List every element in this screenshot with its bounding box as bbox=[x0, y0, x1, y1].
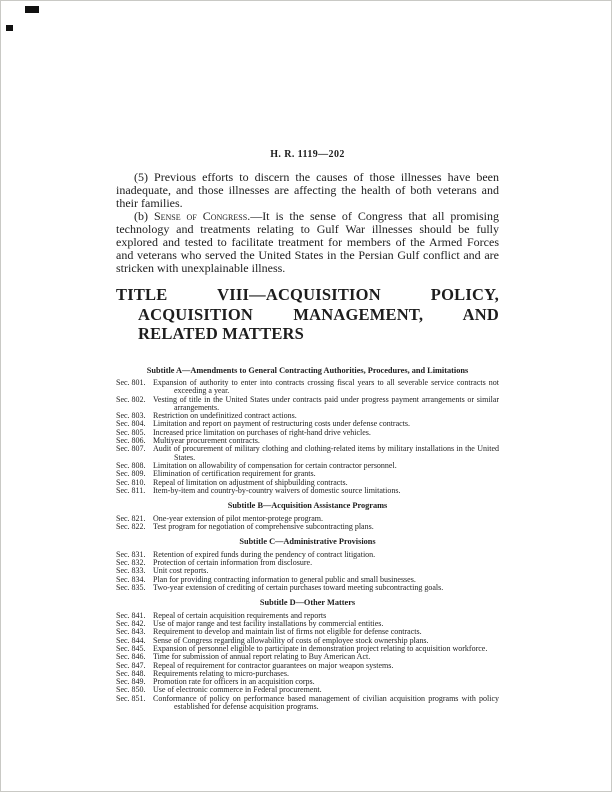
paragraph-5: (5) Previous efforts to discern the causes of those illnesses have been inadequate, and those illnesses are affecting the health of both veterans and their families. bbox=[116, 170, 499, 210]
subtitle-heading: Subtitle A—Amendments to General Contracting Authorities, Procedures, and Limitations bbox=[146, 365, 469, 375]
section-number: Sec. 851. bbox=[116, 693, 146, 703]
section-text: Requirements relating to micro-purchases. bbox=[153, 668, 289, 678]
section-text: Use of major range and test facility installations by commercial entities. bbox=[153, 619, 384, 629]
section-text: Promotion rate for officers in an acquisition corps. bbox=[153, 677, 315, 687]
toc-entry bbox=[116, 584, 499, 592]
paragraph-b bbox=[116, 210, 499, 275]
table-of-contents bbox=[116, 366, 499, 712]
section-number: Sec. 801. bbox=[116, 378, 146, 387]
section-text: Sense of Congress regarding allowability of costs of employee stock ownership plans. bbox=[153, 635, 429, 645]
section-text: Unit cost reports. bbox=[153, 566, 209, 576]
section-number: Sec. 810. bbox=[116, 477, 146, 487]
section-text: Time for submission of annual report relating to Buy American Act. bbox=[153, 652, 371, 662]
section-text: Increased price limitation on purchases of right-hand drive vehicles. bbox=[153, 427, 371, 437]
page-header: H. R. 1119—202 bbox=[270, 149, 345, 160]
section-text: Item-by-item and country-by-country waivers of domestic source limitations. bbox=[153, 485, 401, 495]
section-text: Plan for providing contracting information to general public and small businesses. bbox=[153, 574, 416, 584]
section-number: Sec. 831. bbox=[116, 549, 146, 559]
section-number: Sec. 802. bbox=[116, 394, 146, 404]
section-number: Sec. 845. bbox=[116, 643, 146, 653]
registration-mark bbox=[6, 25, 13, 31]
toc-entry bbox=[116, 523, 499, 531]
section-number: Sec. 832. bbox=[116, 558, 146, 568]
toc-entry bbox=[116, 445, 499, 462]
section-number: Sec. 822. bbox=[116, 521, 146, 531]
section-text: Retention of expired funds during the pendency of contract litigation. bbox=[153, 549, 376, 559]
section-number: Sec. 844. bbox=[116, 635, 146, 645]
section-number: Sec. 843. bbox=[116, 627, 146, 637]
section-number: Sec. 805. bbox=[116, 427, 146, 437]
section-text: Restriction on undefinitized contract actions. bbox=[153, 411, 297, 421]
section-number: Sec. 841. bbox=[116, 610, 146, 620]
section-text: Limitation on allowability of compensation for certain contractor personnel. bbox=[153, 460, 397, 470]
section-text: Repeal of requirement for contractor guarantees on major weapon systems. bbox=[153, 660, 394, 670]
section-number: Sec. 811. bbox=[116, 485, 146, 495]
section-text: One-year extension of pilot mentor-protege program. bbox=[153, 513, 324, 523]
section-text: Use of electronic commerce in Federal procurement. bbox=[153, 685, 322, 695]
section-text: Conformance of policy on performance based management of civilian acquisition programs with policy established for defense acquisition programs. bbox=[153, 693, 499, 711]
section-text: Expansion of authority to enter into contracts crossing fiscal years to all severable service contracts not exceeding a year. bbox=[153, 378, 499, 396]
section-number: Sec. 807. bbox=[116, 444, 146, 454]
section-text: Vesting of title in the United States under contracts paid under progress payment arrangements or similar arrangements. bbox=[153, 394, 499, 412]
section-number: Sec. 808. bbox=[116, 460, 146, 470]
toc-entry bbox=[116, 487, 499, 495]
section-text: Limitation and report on payment of restructuring costs under defense contracts. bbox=[153, 419, 411, 429]
section-number: Sec. 846. bbox=[116, 652, 146, 662]
section-text: Expansion of personnel eligible to participate in demonstration project relating to acquisition workforce. bbox=[153, 643, 488, 653]
section-number: Sec. 849. bbox=[116, 677, 146, 687]
section-text: Test program for negotiation of comprehensive subcontracting plans. bbox=[153, 521, 374, 531]
section-text: Multiyear procurement contracts. bbox=[153, 436, 260, 446]
section-number: Sec. 809. bbox=[116, 469, 146, 479]
section-number: Sec. 847. bbox=[116, 660, 146, 670]
section-text: Repeal of limitation on adjustment of shipbuilding contracts. bbox=[153, 477, 348, 487]
section-number: Sec. 833. bbox=[116, 566, 146, 576]
title-viii-heading: TITLE VIII—ACQUISITION POLICY, ACQUISITION MANAGEMENT, AND RELATED MATTERS bbox=[116, 285, 499, 343]
subtitle-heading: Subtitle B—Acquisition Assistance Programs bbox=[227, 501, 388, 511]
registration-mark bbox=[25, 6, 39, 13]
toc-entry bbox=[116, 396, 499, 413]
toc-entry bbox=[116, 379, 499, 396]
section-text: Elimination of certification requirement for grants. bbox=[153, 469, 316, 479]
section-text: Requirement to develop and maintain list of firms not eligible for defense contracts. bbox=[153, 627, 422, 637]
section-text: Two-year extension of crediting of certain purchases toward meeting subcontracting goals. bbox=[153, 582, 444, 592]
section-number: Sec. 806. bbox=[116, 436, 146, 446]
section-number: Sec. 834. bbox=[116, 574, 146, 584]
section-number: Sec. 842. bbox=[116, 619, 146, 629]
section-number: Sec. 803. bbox=[116, 411, 146, 421]
section-text: Audit of procurement of military clothing and clothing-related items by military installations in the United States. bbox=[153, 444, 499, 462]
section-number: Sec. 804. bbox=[116, 419, 146, 429]
section-number: Sec. 850. bbox=[116, 685, 146, 695]
section-text: Protection of certain information from disclosure. bbox=[153, 558, 313, 568]
toc-entry bbox=[116, 695, 499, 712]
paragraph-b-rest: .—It is the sense of Congress that all promising technology and treatments relating to Gulf War illnesses should be fully explored and tested to facilitate treatment for members of the Armed Forces and veterans who served the United States in the Persian Gulf conflict and are stricken with unexplainable illness. bbox=[116, 209, 500, 275]
section-number: Sec. 821. bbox=[116, 513, 146, 523]
sense-of-congress-smallcaps: Sense of Congress bbox=[153, 209, 248, 223]
subtitle-heading: Subtitle C—Administrative Provisions bbox=[239, 537, 376, 547]
section-number: Sec. 848. bbox=[116, 668, 146, 678]
subtitle-heading: Subtitle D—Other Matters bbox=[259, 598, 356, 608]
section-text: Repeal of certain acquisition requirements and reports bbox=[153, 610, 327, 620]
paragraph-b-prefix: (b) bbox=[134, 209, 154, 223]
section-number: Sec. 835. bbox=[116, 582, 146, 592]
